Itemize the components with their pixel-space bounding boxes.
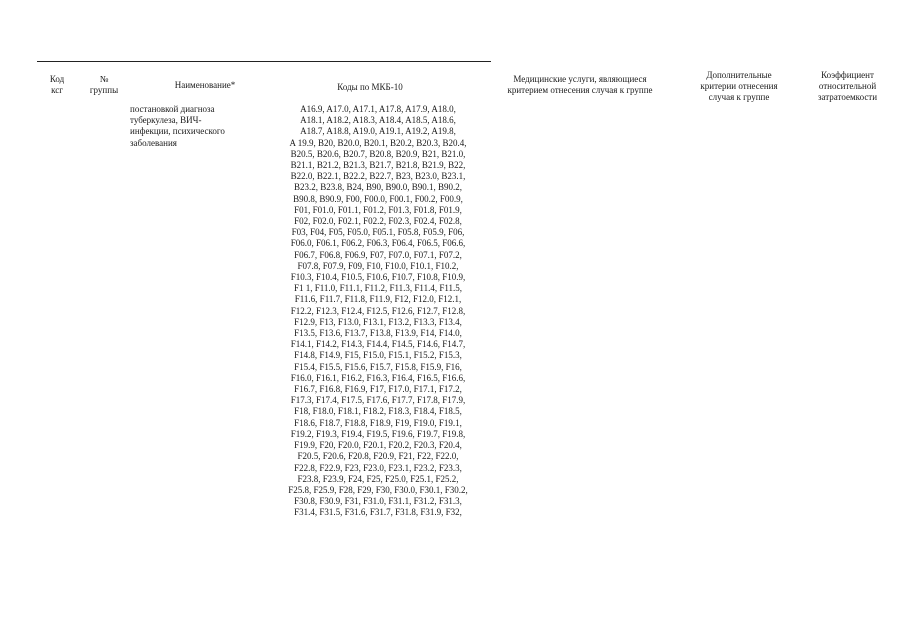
mkb-code-line: F06.7, F06.8, F06.9, F07, F07.0, F07.1, F07.2,: [294, 249, 462, 260]
mkb-code-line: A 19.9, B20, B20.0, B20.1, B20.2, B20.3, B20.4,: [289, 137, 467, 148]
mkb-code-line: F10.3, F10.4, F10.5, F10.6, F10.7, F10.8, F10.9,: [290, 272, 466, 283]
mkb-code-line: F16.0, F16.1, F16.2, F16.3, F16.4, F16.5, F16.6,: [290, 372, 466, 383]
mkb-code-line: A16.9, A17.0, A17.1, A17.8, A17.9, A18.0,: [300, 104, 456, 114]
mkb-code-line: F19.2, F19.3, F19.4, F19.5, F19.6, F19.7, F19.8,: [290, 428, 466, 439]
mkb-code-line: F13.5, F13.6, F13.7, F13.8, F13.9, F14, F14.0,: [294, 328, 462, 339]
header-coefficient: Коэффициент относительной затратоемкости: [817, 70, 878, 102]
mkb-code-line: B22.0, B22.1, B22.2, B22.7, B23, B23.0, B23.1,: [290, 171, 466, 182]
mkb-code-line: B21.1, B21.2, B21.3, B21.7, B21.8, B21.9, B22,: [290, 160, 466, 171]
mkb-code-line: F07.8, F07.9, F09, F10, F10.0, F10.1, F10.2,: [297, 260, 459, 271]
mkb-code-line: F1 1, F11.0, F11.1, F11.2, F11.3, F11.4, F11.5,: [293, 283, 463, 294]
header-group-number: № группы: [89, 74, 119, 95]
mkb-code-line: F12.2, F12.3, F12.4, F12.5, F12.6, F12.7, F12.8,: [290, 305, 466, 316]
table-top-rule: [37, 61, 491, 62]
mkb-code-line: B23.2, B23.8, B24, B90, B90.0, B90.1, B90.2,: [293, 182, 463, 193]
mkb-code-line: F25.8, F25.9, F28, F29, F30, F30.0, F30.1, F30.2,: [288, 484, 468, 495]
header-name: Наименование*: [174, 80, 236, 90]
row-name-cell: постановкой диагноза туберкулеза, ВИЧ- инфекции, психического заболевания: [130, 104, 225, 148]
mkb-code-line: F14.1, F14.2, F14.3, F14.4, F14.5, F14.6, F14.7,: [290, 339, 466, 350]
mkb-code-line: A18.7, A18.8, A19.0, A19.1, A19.2, A19.8,: [300, 126, 456, 137]
header-medical-services: Медицинские услуги, являющиеся критерием отнесения случая к группе: [507, 74, 653, 95]
mkb-code-line: F01, F01.0, F01.1, F01.2, F01.3, F01.8, F01.9,: [294, 204, 462, 215]
mkb-code-line: F11.6, F11.7, F11.8, F11.9, F12, F12.0, F12.1,: [294, 294, 462, 305]
mkb-code-line: F03, F04, F05, F05.0, F05.1, F05.8, F05.9, F06,: [291, 227, 465, 238]
mkb-code-line: F18.6, F18.7, F18.8, F18.9, F19, F19.0, F19.1,: [294, 417, 462, 428]
mkb-code-line: F20.5, F20.6, F20.8, F20.9, F21, F22, F22.0,: [297, 451, 459, 462]
mkb-code-line: F18, F18.0, F18.1, F18.2, F18.3, F18.4, F18.5,: [294, 406, 462, 417]
row-mkb-codes-cell: [263, 104, 493, 519]
mkb-code-line: F12.9, F13, F13.0, F13.1, F13.2, F13.3, F13.4,: [294, 316, 462, 327]
mkb-code-line: F02, F02.0, F02.1, F02.2, F02.3, F02.4, F02.8,: [294, 216, 462, 227]
header-mkb-codes: Коды по МКБ-10: [337, 82, 403, 92]
mkb-code-line: F14.8, F14.9, F15, F15.0, F15.1, F15.2, F15.3,: [294, 350, 462, 361]
mkb-code-line: F30.8, F30.9, F31, F31.0, F31.1, F31.2, F31.3,: [294, 496, 462, 507]
mkb-code-line: A18.1, A18.2, A18.3, A18.4, A18.5, A18.6,: [300, 115, 456, 126]
mkb-code-line: F31.4, F31.5, F31.6, F31.7, F31.8, F31.9, F32,: [294, 507, 462, 518]
mkb-code-line: F23.8, F23.9, F24, F25, F25.0, F25.1, F25.2,: [297, 473, 459, 484]
mkb-code-line: F22.8, F22.9, F23, F23.0, F23.1, F23.2, F23.3,: [294, 462, 462, 473]
mkb-code-line: B20.5, B20.6, B20.7, B20.8, B20.9, B21, B21.0,: [290, 148, 466, 159]
mkb-code-line: F16.7, F16.8, F16.9, F17, F17.0, F17.1, F17.2,: [294, 384, 462, 395]
header-extra-criteria: Дополнительные критерии отнесения случая к группе: [700, 70, 778, 102]
mkb-code-line: F15.4, F15.5, F15.6, F15.7, F15.8, F15.9, F16,: [294, 361, 462, 372]
mkb-code-line: B90.8, B90.9, F00, F00.0, F00.1, F00.2, F00.9,: [293, 193, 463, 204]
mkb-code-line: F06.0, F06.1, F06.2, F06.3, F06.4, F06.5, F06.6,: [290, 238, 466, 249]
mkb-code-line: F17.3, F17.4, F17.5, F17.6, F17.7, F17.8, F17.9,: [290, 395, 466, 406]
header-code-ksg: Код ксг: [49, 74, 65, 95]
mkb-code-line: F19.9, F20, F20.0, F20.1, F20.2, F20.3, F20.4,: [294, 440, 462, 451]
